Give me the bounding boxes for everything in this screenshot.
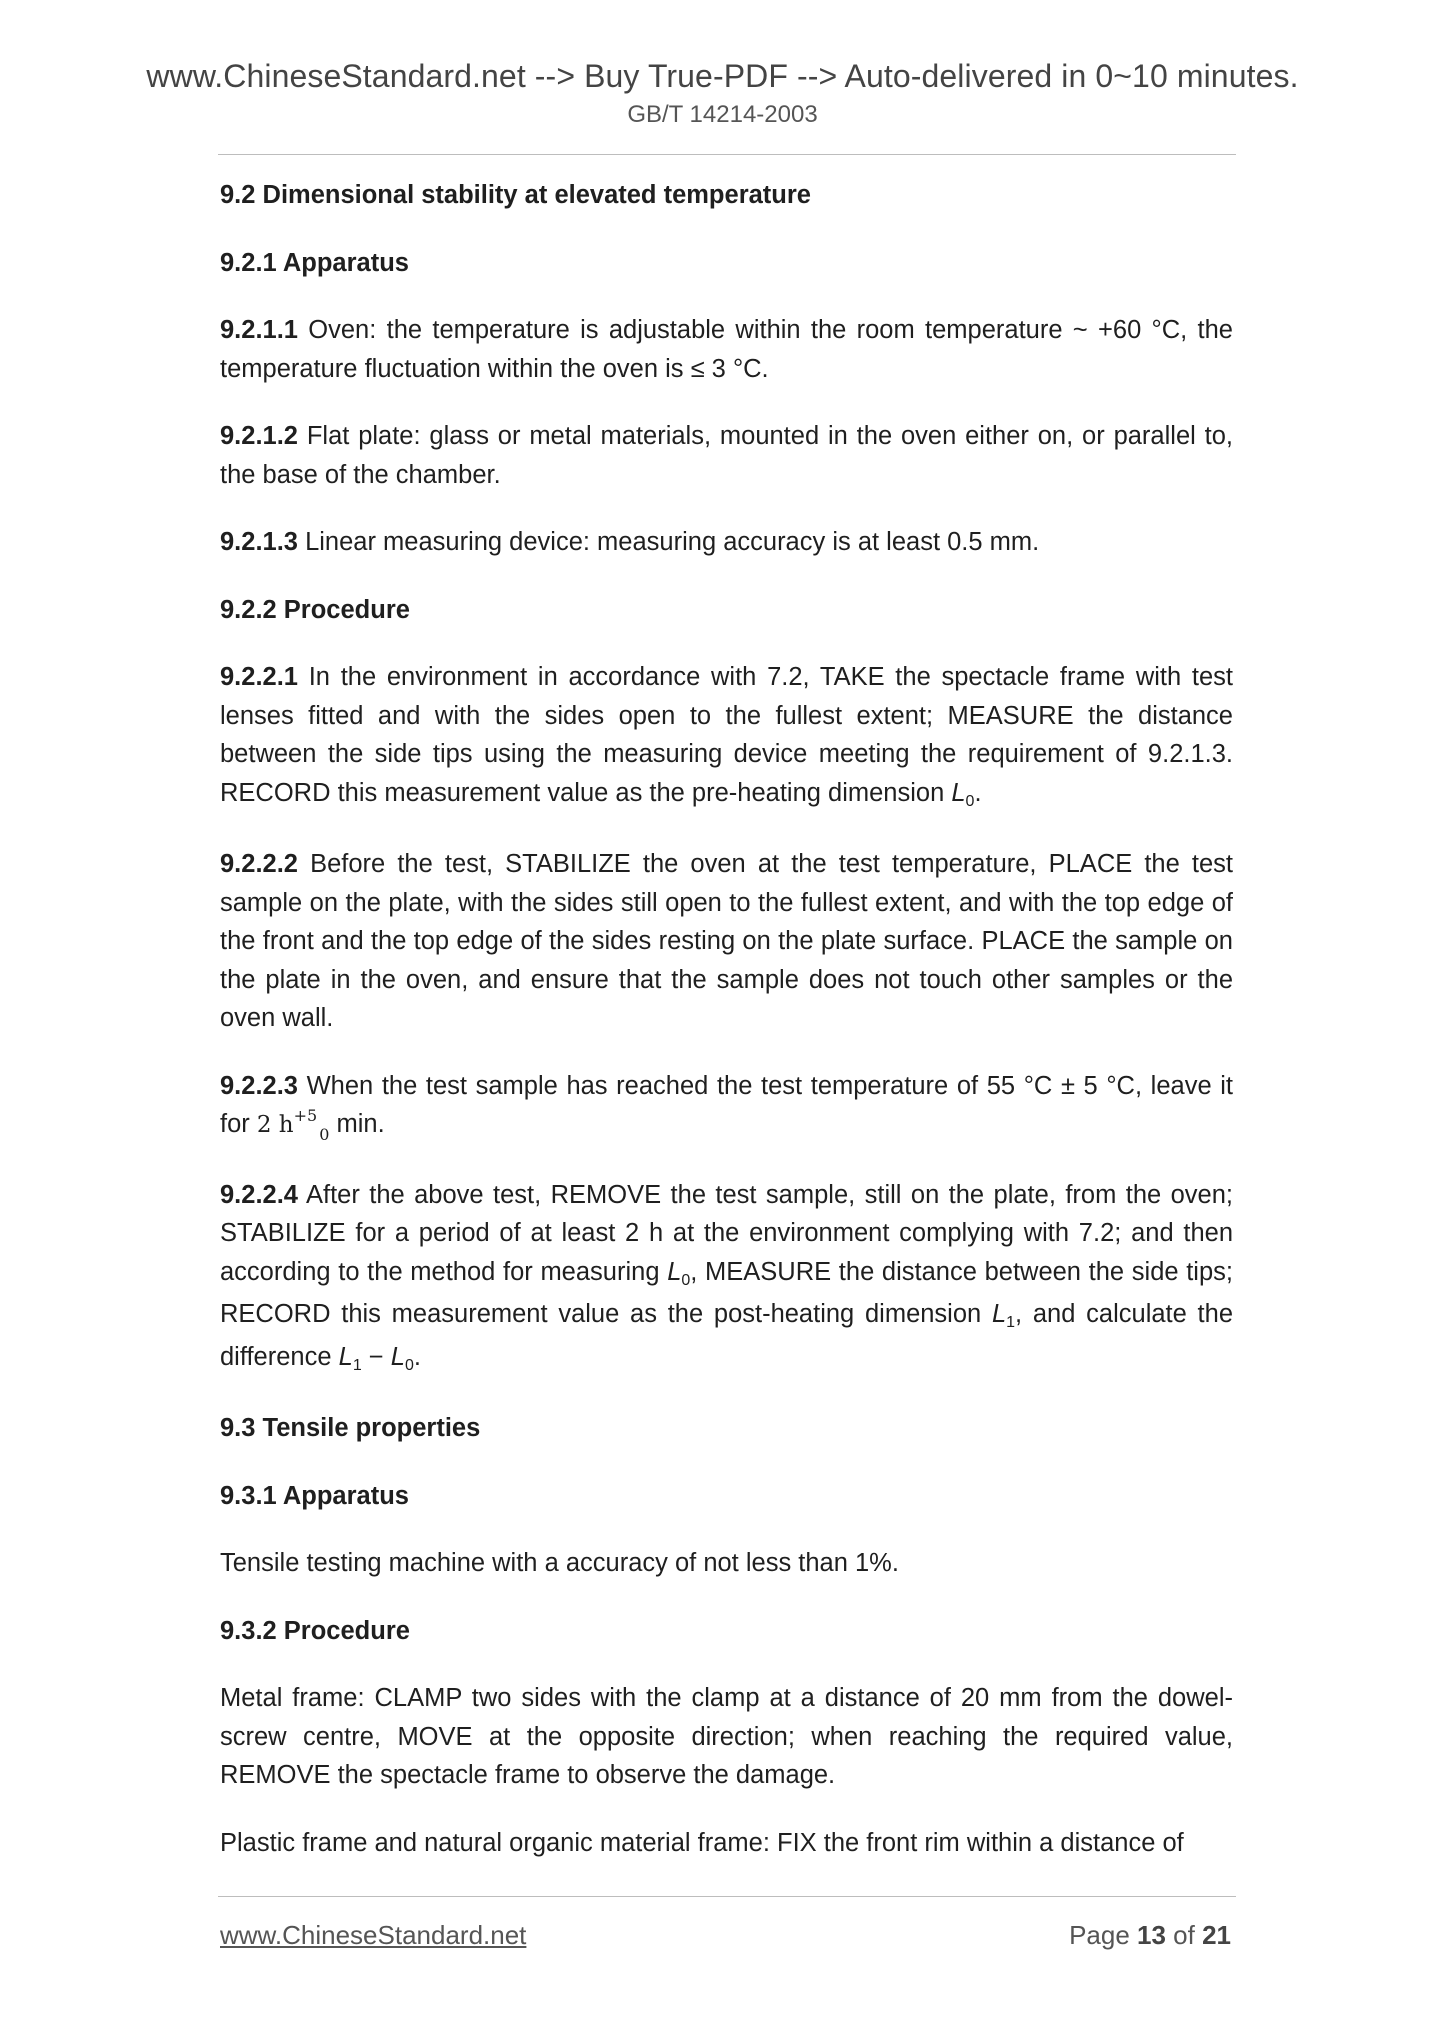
paragraph-metal-frame: Metal frame: CLAMP two sides with the clamp at a distance of 20 mm from the dowel-screw centre, MOVE at the opposite direction; when reaching the required value, REMOVE the spectacle frame to observe the damage. [220, 1684, 1233, 1789]
page-word: Page [1069, 1920, 1138, 1950]
clause-9-2-1-1 [220, 311, 1233, 388]
minus-sign: − [361, 1342, 391, 1371]
page-current: 13 [1137, 1920, 1166, 1950]
page-of: of [1165, 1920, 1203, 1950]
clause-text: Linear measuring device: measuring accuracy is at least 0.5 mm. [297, 528, 1040, 556]
page-header [0, 56, 1445, 132]
clause-text: , and calculate the difference [220, 1300, 1233, 1371]
clause-9-2-1-2 [220, 417, 1233, 494]
paragraph-tensile-machine: Tensile testing machine with a accuracy of not less than 1%. [220, 1549, 899, 1577]
symbol-l: L [338, 1342, 353, 1371]
clause-number: 9.2.1.3 [220, 528, 298, 556]
clause-text: When the test sample has reached the test temperature of 55 °C ± 5 °C, leave it for [220, 1071, 1233, 1138]
clause-9-2-2-4 [220, 1176, 1233, 1381]
clause-number: 9.2.2.3 [220, 1071, 298, 1100]
tolerance-upper: +5 [293, 1106, 318, 1125]
clause-text: Oven: the temperature is adjustable within the room temperature ~ +60 °C, the temperature fluctuation within the oven is ≤ 3 °C. [220, 316, 1233, 383]
clause-text: , MEASURE the distance between the side tips; RECORD this measurement value as the post-heating dimension [220, 1257, 1233, 1328]
clause-9-2-2-3 [220, 1067, 1233, 1147]
section-heading-9-2: 9.2 Dimensional stability at elevated temperature [220, 181, 811, 209]
clause-number: 9.2.1.2 [220, 422, 298, 450]
clause-end: min. [329, 1110, 385, 1138]
clause-text: In the environment in accordance with 7.2, TAKE the spectacle frame with test lenses fitted and with the sides open to the fullest extent; MEASURE the distance between the side tips using the measuring device meeting the requirement of 9.2.1.3. RECORD this measurement value as the pre-heating dimension [220, 663, 1233, 807]
page-indicator [1069, 1920, 1231, 1951]
section-heading-9-3: 9.3 Tensile properties [220, 1414, 481, 1442]
clause-text: Flat plate: glass or metal materials, mounted in the oven either on, or parallel to, the base of the chamber. [220, 422, 1233, 489]
clause-9-2-1-3 [220, 523, 1233, 562]
subscript: 0 [404, 1356, 414, 1374]
footer-divider [218, 1896, 1236, 1897]
tolerance-expression [256, 1106, 330, 1144]
section-heading-9-3-2: 9.3.2 Procedure [220, 1616, 410, 1645]
tolerance-lower: 0 [319, 1125, 330, 1144]
tolerance-base: 2 h [256, 1112, 294, 1138]
clause-text: Before the test, STABILIZE the oven at the test temperature, PLACE the test sample on the plate, with the sides still open to the fullest extent, and with the top edge of the front and the top edge of the sides resting on the plate surface. PLACE the sample on the plate in the oven, and ensure that the sample does not touch other samples or the oven wall. [220, 850, 1233, 1032]
clause-9-2-2-1 [220, 658, 1233, 816]
symbol-l: L [667, 1257, 682, 1286]
subscript: 0 [681, 1271, 691, 1289]
clause-number: 9.2.2.2 [220, 850, 298, 878]
subscript: 0 [965, 792, 975, 810]
symbol-l: L [951, 778, 966, 807]
paragraph-plastic-frame: Plastic frame and natural organic material frame: FIX the front rim within a distance of [220, 1828, 1184, 1857]
header-divider [218, 154, 1236, 155]
section-heading-9-2-1: 9.2.1 Apparatus [220, 248, 409, 277]
standard-code: GB/T 14214-2003 [627, 101, 818, 128]
symbol-l: L [390, 1342, 405, 1371]
symbol-l: L [991, 1300, 1007, 1328]
clause-end: . [974, 778, 982, 807]
subscript: 1 [1006, 1314, 1016, 1331]
header-banner[interactable]: www.ChineseStandard.net --> Buy True-PDF --> Auto-delivered in 0~10 minutes. [146, 58, 1299, 94]
page-total: 21 [1202, 1920, 1231, 1950]
clause-number: 9.2.2.1 [220, 663, 298, 691]
document-body [220, 176, 1233, 1862]
clause-end: . [413, 1342, 421, 1371]
clause-9-2-2-2 [220, 845, 1233, 1038]
section-heading-9-3-1: 9.3.1 Apparatus [220, 1481, 409, 1510]
footer-site-link[interactable]: www.ChineseStandard.net [220, 1920, 527, 1950]
clause-text: After the above test, REMOVE the test sample, still on the plate, from the oven; STABILIZE for a period of at least 2 h at the environment complying with 7.2; and then according to the method for measuring [220, 1180, 1233, 1286]
clause-number: 9.2.2.4 [220, 1180, 298, 1209]
subscript: 1 [352, 1356, 362, 1374]
section-heading-9-2-2: 9.2.2 Procedure [220, 595, 410, 624]
clause-number: 9.2.1.1 [220, 316, 298, 344]
